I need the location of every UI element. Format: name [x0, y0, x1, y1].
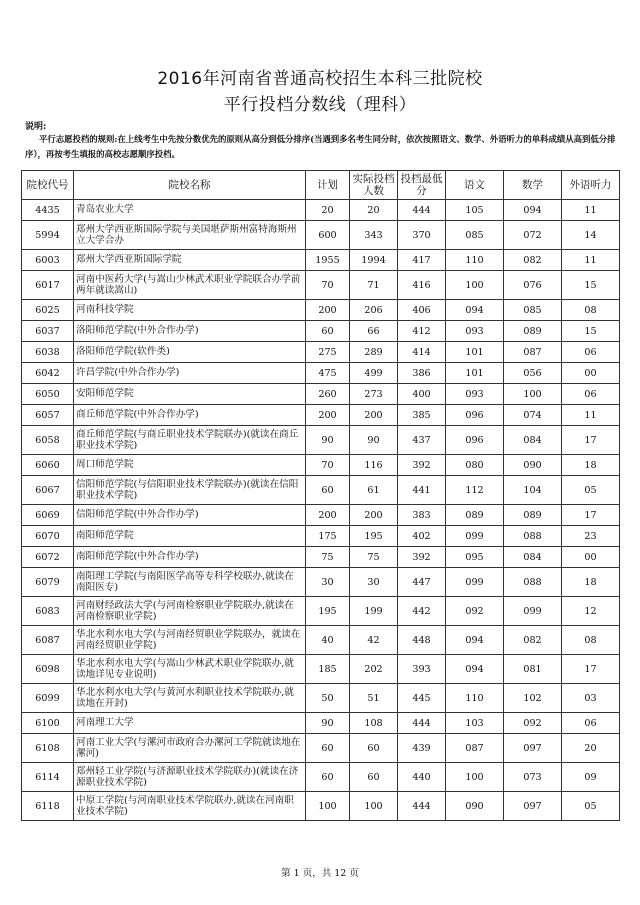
cell-plan: 70 [306, 455, 350, 476]
cell-min-score: 447 [398, 568, 446, 597]
cell-chinese: 096 [446, 426, 504, 455]
table-row [22, 363, 620, 384]
table-row [22, 455, 620, 476]
cell-min-score: 444 [398, 792, 446, 821]
cell-name: 南阳师范学院 [74, 526, 306, 547]
header-min-score: 投档最低分 [398, 171, 446, 200]
cell-code: 6037 [22, 321, 74, 342]
cell-code: 6108 [22, 734, 74, 763]
cell-actual: 71 [350, 271, 398, 300]
cell-name: 郑州轻工业学院(与济源职业技术学院联办)(就读在济源职业技术学院) [74, 763, 306, 792]
cell-min-score: 442 [398, 597, 446, 626]
cell-min-score: 393 [398, 655, 446, 684]
table-row [22, 734, 620, 763]
cell-listening: 06 [562, 384, 620, 405]
cell-math: 100 [504, 384, 562, 405]
cell-actual: 60 [350, 763, 398, 792]
table-row [22, 384, 620, 405]
cell-name: 周口师范学院 [74, 455, 306, 476]
cell-code: 6069 [22, 505, 74, 526]
cell-listening: 06 [562, 342, 620, 363]
table-row [22, 655, 620, 684]
table-row [22, 405, 620, 426]
table-row [22, 626, 620, 655]
note-label: 说明: [25, 122, 47, 132]
cell-actual: 206 [350, 300, 398, 321]
cell-actual: 30 [350, 568, 398, 597]
cell-name: 洛阳师范学院(中外合作办学) [74, 321, 306, 342]
cell-math: 092 [504, 713, 562, 734]
cell-plan: 275 [306, 342, 350, 363]
cell-name: 信阳师范学院(中外合作办学) [74, 505, 306, 526]
cell-plan: 75 [306, 547, 350, 568]
table-row [22, 792, 620, 821]
cell-math: 074 [504, 405, 562, 426]
cell-name: 许昌学院(中外合作办学) [74, 363, 306, 384]
cell-min-score: 400 [398, 384, 446, 405]
cell-chinese: 089 [446, 505, 504, 526]
table-row [22, 763, 620, 792]
cell-chinese: 110 [446, 684, 504, 713]
cell-min-score: 392 [398, 455, 446, 476]
cell-chinese: 087 [446, 734, 504, 763]
cell-chinese: 110 [446, 250, 504, 271]
cell-actual: 61 [350, 476, 398, 505]
cell-plan: 200 [306, 300, 350, 321]
cell-code: 6038 [22, 342, 74, 363]
cell-math: 097 [504, 734, 562, 763]
cell-actual: 202 [350, 655, 398, 684]
cell-code: 4435 [22, 200, 74, 221]
note-block [25, 132, 617, 162]
cell-plan: 60 [306, 734, 350, 763]
table-row [22, 200, 620, 221]
cell-min-score: 441 [398, 476, 446, 505]
header-chinese: 语文 [446, 171, 504, 200]
cell-math: 090 [504, 455, 562, 476]
cell-listening: 06 [562, 713, 620, 734]
cell-listening: 12 [562, 597, 620, 626]
cell-min-score: 402 [398, 526, 446, 547]
cell-actual: 199 [350, 597, 398, 626]
table-row [22, 597, 620, 626]
cell-plan: 185 [306, 655, 350, 684]
cell-actual: 90 [350, 426, 398, 455]
cell-chinese: 093 [446, 321, 504, 342]
cell-name: 华北水利水电大学(与黄河水利职业技术学院联办,就读地在开封) [74, 684, 306, 713]
header-listening: 外语听力 [562, 171, 620, 200]
cell-actual: 289 [350, 342, 398, 363]
cell-math: 056 [504, 363, 562, 384]
cell-plan: 60 [306, 321, 350, 342]
cell-chinese: 093 [446, 384, 504, 405]
score-table [21, 170, 620, 821]
cell-code: 6060 [22, 455, 74, 476]
cell-plan: 175 [306, 526, 350, 547]
header-math: 数学 [504, 171, 562, 200]
cell-actual: 60 [350, 734, 398, 763]
cell-plan: 90 [306, 426, 350, 455]
note-text: 平行志愿投档的规则:在上线考生中先按分数优先的原则从高分到低分排序(当遇到多名考生同分时，依次按照语文、数学、外语听力的单科成绩从高到低分排序），再按考生填报的高校志愿顺序投档。 [25, 134, 616, 159]
table-row [22, 526, 620, 547]
cell-actual: 66 [350, 321, 398, 342]
cell-actual: 273 [350, 384, 398, 405]
cell-plan: 50 [306, 684, 350, 713]
cell-plan: 200 [306, 405, 350, 426]
cell-actual: 200 [350, 405, 398, 426]
cell-min-score: 416 [398, 271, 446, 300]
cell-math: 073 [504, 763, 562, 792]
cell-plan: 475 [306, 363, 350, 384]
cell-listening: 15 [562, 321, 620, 342]
cell-plan: 600 [306, 221, 350, 250]
cell-listening: 05 [562, 476, 620, 505]
cell-listening: 08 [562, 300, 620, 321]
cell-actual: 499 [350, 363, 398, 384]
cell-chinese: 090 [446, 792, 504, 821]
cell-actual: 20 [350, 200, 398, 221]
cell-chinese: 094 [446, 626, 504, 655]
cell-listening: 00 [562, 363, 620, 384]
cell-name: 郑州大学西亚斯国际学院 [74, 250, 306, 271]
cell-chinese: 094 [446, 300, 504, 321]
cell-name: 信阳师范学院(与信阳职业技术学院联办)(就读在信阳职业技术学院) [74, 476, 306, 505]
cell-math: 088 [504, 526, 562, 547]
cell-actual: 42 [350, 626, 398, 655]
header-plan: 计划 [306, 171, 350, 200]
cell-math: 089 [504, 505, 562, 526]
table-row [22, 684, 620, 713]
cell-name: 河南理工大学 [74, 713, 306, 734]
cell-chinese: 103 [446, 713, 504, 734]
cell-code: 6099 [22, 684, 74, 713]
cell-plan: 60 [306, 476, 350, 505]
table-row [22, 547, 620, 568]
cell-math: 089 [504, 321, 562, 342]
cell-plan: 260 [306, 384, 350, 405]
table-row [22, 321, 620, 342]
cell-plan: 200 [306, 505, 350, 526]
cell-plan: 1955 [306, 250, 350, 271]
cell-min-score: 414 [398, 342, 446, 363]
cell-min-score: 386 [398, 363, 446, 384]
cell-math: 102 [504, 684, 562, 713]
cell-name: 洛阳师范学院(软件类) [74, 342, 306, 363]
header-name: 院校名称 [74, 171, 306, 200]
cell-name: 南阳理工学院(与南阳医学高等专科学校联办,就读在南阳医专) [74, 568, 306, 597]
cell-plan: 70 [306, 271, 350, 300]
cell-name: 南阳师范学院(中外合作办学) [74, 547, 306, 568]
cell-math: 082 [504, 250, 562, 271]
cell-code: 6003 [22, 250, 74, 271]
cell-code: 6070 [22, 526, 74, 547]
cell-name: 青岛农业大学 [74, 200, 306, 221]
cell-listening: 17 [562, 505, 620, 526]
cell-min-score: 385 [398, 405, 446, 426]
cell-code: 6100 [22, 713, 74, 734]
cell-listening: 09 [562, 763, 620, 792]
cell-plan: 30 [306, 568, 350, 597]
cell-min-score: 440 [398, 763, 446, 792]
cell-code: 6025 [22, 300, 74, 321]
cell-name: 郑州大学西亚斯国际学院与美国堪萨斯州富特海斯州立大学合办 [74, 221, 306, 250]
cell-chinese: 101 [446, 363, 504, 384]
cell-code: 6042 [22, 363, 74, 384]
cell-code: 6057 [22, 405, 74, 426]
cell-actual: 1994 [350, 250, 398, 271]
table-row [22, 568, 620, 597]
cell-name: 中原工学院(与河南职业技术学院联办,就读在河南职业技术学院) [74, 792, 306, 821]
cell-actual: 343 [350, 221, 398, 250]
cell-code: 5994 [22, 221, 74, 250]
cell-code: 6017 [22, 271, 74, 300]
cell-math: 076 [504, 271, 562, 300]
cell-listening: 03 [562, 684, 620, 713]
table-row [22, 426, 620, 455]
document-title-line2: 平行投档分数线（理科） [223, 95, 417, 115]
cell-math: 081 [504, 655, 562, 684]
table-row [22, 221, 620, 250]
cell-chinese: 112 [446, 476, 504, 505]
cell-math: 085 [504, 300, 562, 321]
cell-code: 6079 [22, 568, 74, 597]
cell-min-score: 437 [398, 426, 446, 455]
cell-math: 084 [504, 547, 562, 568]
page-footer: 第 1 页，共 12 页 [281, 868, 359, 879]
cell-min-score: 444 [398, 713, 446, 734]
cell-math: 094 [504, 200, 562, 221]
cell-math: 104 [504, 476, 562, 505]
cell-min-score: 370 [398, 221, 446, 250]
cell-min-score: 445 [398, 684, 446, 713]
cell-code: 6118 [22, 792, 74, 821]
cell-code: 6083 [22, 597, 74, 626]
cell-code: 6114 [22, 763, 74, 792]
cell-actual: 51 [350, 684, 398, 713]
cell-min-score: 444 [398, 200, 446, 221]
cell-code: 6058 [22, 426, 74, 455]
cell-chinese: 100 [446, 271, 504, 300]
cell-listening: 23 [562, 526, 620, 547]
cell-listening: 18 [562, 568, 620, 597]
cell-chinese: 099 [446, 568, 504, 597]
cell-chinese: 105 [446, 200, 504, 221]
cell-code: 6098 [22, 655, 74, 684]
cell-plan: 100 [306, 792, 350, 821]
cell-min-score: 439 [398, 734, 446, 763]
cell-name: 华北水利水电大学(与嵩山少林武术职业学院联办,就读地详见专业说明) [74, 655, 306, 684]
cell-code: 6050 [22, 384, 74, 405]
cell-actual: 75 [350, 547, 398, 568]
cell-name: 河南工业大学(与漯河市政府合办漯河工学院就读地在漯河) [74, 734, 306, 763]
cell-plan: 60 [306, 763, 350, 792]
table-row [22, 476, 620, 505]
cell-listening: 17 [562, 426, 620, 455]
cell-listening: 11 [562, 250, 620, 271]
cell-chinese: 101 [446, 342, 504, 363]
cell-code: 6087 [22, 626, 74, 655]
header-code: 院校代号 [22, 171, 74, 200]
table-body [22, 200, 620, 821]
cell-math: 082 [504, 626, 562, 655]
cell-listening: 14 [562, 221, 620, 250]
header-actual: 实际投档人数 [350, 171, 398, 200]
table-row [22, 713, 620, 734]
cell-name: 河南科技学院 [74, 300, 306, 321]
cell-listening: 18 [562, 455, 620, 476]
document-title-line1: 2016年河南省普通高校招生本科三批院校 [157, 69, 483, 89]
cell-listening: 15 [562, 271, 620, 300]
cell-name: 商丘师范学院(与商丘职业技术学院联办)(就读在商丘职业技术学院) [74, 426, 306, 455]
cell-plan: 90 [306, 713, 350, 734]
cell-min-score: 412 [398, 321, 446, 342]
cell-min-score: 417 [398, 250, 446, 271]
cell-math: 099 [504, 597, 562, 626]
cell-chinese: 092 [446, 597, 504, 626]
cell-min-score: 406 [398, 300, 446, 321]
cell-plan: 40 [306, 626, 350, 655]
cell-listening: 20 [562, 734, 620, 763]
table-header-row [22, 171, 620, 200]
cell-code: 6067 [22, 476, 74, 505]
cell-chinese: 099 [446, 526, 504, 547]
cell-plan: 20 [306, 200, 350, 221]
cell-listening: 05 [562, 792, 620, 821]
cell-actual: 116 [350, 455, 398, 476]
cell-listening: 11 [562, 200, 620, 221]
cell-min-score: 448 [398, 626, 446, 655]
cell-math: 084 [504, 426, 562, 455]
cell-math: 088 [504, 568, 562, 597]
cell-name: 安阳师范学院 [74, 384, 306, 405]
cell-listening: 11 [562, 405, 620, 426]
cell-min-score: 383 [398, 505, 446, 526]
cell-code: 6072 [22, 547, 74, 568]
cell-name: 河南中医药大学(与嵩山少林武术职业学院联合办学前两年就读嵩山) [74, 271, 306, 300]
table-row [22, 342, 620, 363]
cell-actual: 108 [350, 713, 398, 734]
cell-chinese: 094 [446, 655, 504, 684]
cell-listening: 00 [562, 547, 620, 568]
cell-name: 华北水利水电大学(与河南经贸职业学院联办，就读在河南经贸职业学院) [74, 626, 306, 655]
cell-chinese: 100 [446, 763, 504, 792]
table-row [22, 300, 620, 321]
cell-chinese: 096 [446, 405, 504, 426]
table-row [22, 271, 620, 300]
cell-actual: 200 [350, 505, 398, 526]
cell-listening: 08 [562, 626, 620, 655]
cell-actual: 195 [350, 526, 398, 547]
cell-name: 商丘师范学院(中外合作办学) [74, 405, 306, 426]
cell-chinese: 095 [446, 547, 504, 568]
table-row [22, 250, 620, 271]
cell-actual: 100 [350, 792, 398, 821]
cell-math: 097 [504, 792, 562, 821]
cell-min-score: 392 [398, 547, 446, 568]
cell-chinese: 085 [446, 221, 504, 250]
cell-plan: 195 [306, 597, 350, 626]
cell-chinese: 080 [446, 455, 504, 476]
cell-math: 072 [504, 221, 562, 250]
table-row [22, 505, 620, 526]
cell-listening: 17 [562, 655, 620, 684]
cell-name: 河南财经政法大学(与河南检察职业学院联办,就读在河南检察职业学院) [74, 597, 306, 626]
cell-math: 087 [504, 342, 562, 363]
